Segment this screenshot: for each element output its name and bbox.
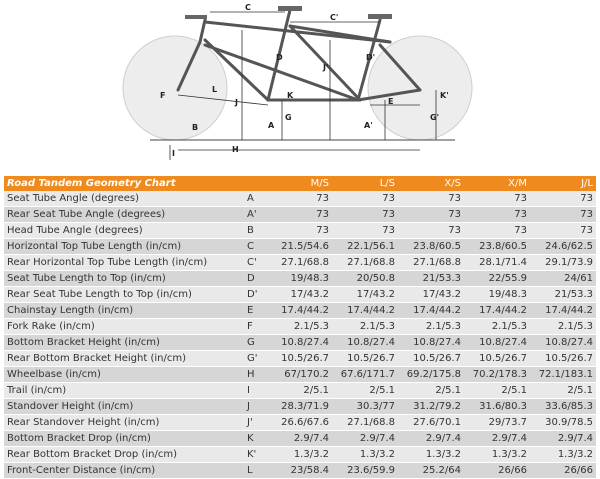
row-value: 2.1/5.3 (332, 319, 398, 335)
row-value: 25.2/64 (398, 463, 464, 479)
row-value: 73 (530, 223, 596, 239)
row-value: 28.1/71.4 (464, 255, 530, 271)
row-value: 73 (332, 223, 398, 239)
row-label: Rear Standover Height (in/cm) (4, 415, 244, 431)
row-value: 2.1/5.3 (266, 319, 332, 335)
row-value: 2.9/7.4 (398, 431, 464, 447)
row-label: Bottom Bracket Drop (in/cm) (4, 431, 244, 447)
row-value: 73 (464, 191, 530, 207)
table-row (4, 399, 596, 415)
row-value: 2.9/7.4 (530, 431, 596, 447)
row-value: 67.6/171.7 (332, 367, 398, 383)
row-label: Head Tube Angle (degrees) (4, 223, 244, 239)
row-value: 73 (464, 223, 530, 239)
chart-title: Road Tandem Geometry Chart (4, 176, 244, 191)
label-d: D (276, 53, 283, 62)
table-row (4, 207, 596, 223)
row-value: 19/48.3 (266, 271, 332, 287)
row-value: 10.5/26.7 (530, 351, 596, 367)
row-label: Seat Tube Angle (degrees) (4, 191, 244, 207)
row-value: 27.1/68.8 (332, 255, 398, 271)
label-e: E (388, 97, 394, 106)
row-code: B (244, 223, 266, 239)
label-f: F (160, 91, 166, 100)
row-code: C' (244, 255, 266, 271)
row-label: Fork Rake (in/cm) (4, 319, 244, 335)
row-label: Rear Horizontal Top Tube Length (in/cm) (4, 255, 244, 271)
table-row (4, 351, 596, 367)
row-value: 73 (530, 207, 596, 223)
row-value: 28.3/71.9 (266, 399, 332, 415)
row-value: 1.3/3.2 (530, 447, 596, 463)
label-j: J (235, 98, 238, 107)
table-row (4, 415, 596, 431)
row-code: H (244, 367, 266, 383)
row-value: 10.8/27.4 (332, 335, 398, 351)
label-c-rear: C' (330, 13, 339, 22)
table-row (4, 303, 596, 319)
row-label: Standover Height (in/cm) (4, 399, 244, 415)
table-row (4, 239, 596, 255)
row-value: 2.1/5.3 (530, 319, 596, 335)
row-value: 10.5/26.7 (332, 351, 398, 367)
row-value: 27.1/68.8 (266, 255, 332, 271)
label-l: L (212, 85, 218, 94)
row-value: 23.8/60.5 (464, 239, 530, 255)
row-label: Seat Tube Length to Top (in/cm) (4, 271, 244, 287)
row-value: 10.5/26.7 (266, 351, 332, 367)
label-g-rear: G' (430, 113, 440, 122)
row-value: 23/58.4 (266, 463, 332, 479)
row-value: 72.1/183.1 (530, 367, 596, 383)
row-value: 31.6/80.3 (464, 399, 530, 415)
row-value: 2/5.1 (530, 383, 596, 399)
row-value: 29/73.7 (464, 415, 530, 431)
row-value: 70.2/178.3 (464, 367, 530, 383)
row-value: 22.1/56.1 (332, 239, 398, 255)
row-code: F (244, 319, 266, 335)
row-value: 17.4/44.2 (398, 303, 464, 319)
row-code: L (244, 463, 266, 479)
row-code: I (244, 383, 266, 399)
row-value: 10.8/27.4 (530, 335, 596, 351)
row-label: Rear Seat Tube Angle (degrees) (4, 207, 244, 223)
row-value: 17.4/44.2 (464, 303, 530, 319)
row-value: 22/55.9 (464, 271, 530, 287)
row-label: Wheelbase (in/cm) (4, 367, 244, 383)
table-row (4, 335, 596, 351)
row-value: 17/43.2 (398, 287, 464, 303)
row-value: 73 (266, 191, 332, 207)
row-value: 67/170.2 (266, 367, 332, 383)
row-value: 73 (332, 191, 398, 207)
row-value: 23.6/59.9 (332, 463, 398, 479)
row-value: 2/5.1 (464, 383, 530, 399)
size-header: X/S (398, 176, 464, 191)
label-b: B (192, 123, 199, 132)
row-value: 21/53.3 (398, 271, 464, 287)
row-value: 2/5.1 (266, 383, 332, 399)
row-value: 17.4/44.2 (266, 303, 332, 319)
row-value: 10.5/26.7 (398, 351, 464, 367)
row-value: 27.1/68.8 (332, 415, 398, 431)
row-code: A (244, 191, 266, 207)
row-code: K' (244, 447, 266, 463)
row-label: Horizontal Top Tube Length (in/cm) (4, 239, 244, 255)
row-code: D' (244, 287, 266, 303)
table-row (4, 271, 596, 287)
row-value: 29.1/73.9 (530, 255, 596, 271)
row-value: 73 (464, 207, 530, 223)
row-value: 1.3/3.2 (332, 447, 398, 463)
row-value: 17.4/44.2 (530, 303, 596, 319)
row-code: J (244, 399, 266, 415)
row-label: Bottom Bracket Height (in/cm) (4, 335, 244, 351)
row-code: E (244, 303, 266, 319)
row-value: 30.3/77 (332, 399, 398, 415)
row-value: 73 (398, 191, 464, 207)
row-value: 19/48.3 (464, 287, 530, 303)
row-label: Front-Center Distance (in/cm) (4, 463, 244, 479)
row-value: 1.3/3.2 (464, 447, 530, 463)
row-value: 26/66 (530, 463, 596, 479)
table-row (4, 191, 596, 207)
row-value: 73 (266, 207, 332, 223)
row-value: 30.9/78.5 (530, 415, 596, 431)
row-value: 2.9/7.4 (332, 431, 398, 447)
table-row (4, 383, 596, 399)
label-k: K (287, 91, 294, 100)
label-a-rear: A' (364, 121, 373, 130)
row-code: D (244, 271, 266, 287)
label-d-rear: D' (366, 53, 376, 62)
row-label: Trail (in/cm) (4, 383, 244, 399)
row-value: 26.6/67.6 (266, 415, 332, 431)
row-value: 2.9/7.4 (464, 431, 530, 447)
row-value: 21/53.3 (530, 287, 596, 303)
row-value: 26/66 (464, 463, 530, 479)
row-value: 27.1/68.8 (398, 255, 464, 271)
label-g: G (285, 113, 292, 122)
row-value: 1.3/3.2 (398, 447, 464, 463)
row-value: 33.6/85.3 (530, 399, 596, 415)
label-c: C (245, 3, 251, 12)
row-value: 10.8/27.4 (266, 335, 332, 351)
row-code: J' (244, 415, 266, 431)
row-value: 27.6/70.1 (398, 415, 464, 431)
geometry-table (4, 176, 596, 479)
row-code: C (244, 239, 266, 255)
row-code: G (244, 335, 266, 351)
row-value: 73 (530, 191, 596, 207)
row-code: A' (244, 207, 266, 223)
label-k-rear: K' (440, 91, 449, 100)
row-value: 1.3/3.2 (266, 447, 332, 463)
table-row (4, 447, 596, 463)
row-label: Rear Bottom Bracket Height (in/cm) (4, 351, 244, 367)
table-row (4, 287, 596, 303)
table-row (4, 431, 596, 447)
tandem-geometry-diagram (0, 0, 600, 176)
row-value: 10.5/26.7 (464, 351, 530, 367)
row-value: 10.8/27.4 (464, 335, 530, 351)
row-value: 2.1/5.3 (464, 319, 530, 335)
size-header: L/S (332, 176, 398, 191)
size-header: X/M (464, 176, 530, 191)
row-label: Rear Bottom Bracket Drop (in/cm) (4, 447, 244, 463)
row-value: 23.8/60.5 (398, 239, 464, 255)
row-value: 73 (398, 223, 464, 239)
label-i: I (172, 149, 175, 158)
table-header (4, 176, 596, 191)
row-value: 2.1/5.3 (398, 319, 464, 335)
row-value: 17/43.2 (266, 287, 332, 303)
row-value: 2.9/7.4 (266, 431, 332, 447)
row-label: Rear Seat Tube Length to Top (in/cm) (4, 287, 244, 303)
table-row (4, 463, 596, 479)
label-j-rear: J' (323, 63, 329, 72)
row-value: 69.2/175.8 (398, 367, 464, 383)
row-value: 17/43.2 (332, 287, 398, 303)
row-value: 73 (398, 207, 464, 223)
table-row (4, 367, 596, 383)
row-value: 2/5.1 (332, 383, 398, 399)
row-code: G' (244, 351, 266, 367)
row-value: 73 (332, 207, 398, 223)
row-value: 20/50.8 (332, 271, 398, 287)
row-value: 10.8/27.4 (398, 335, 464, 351)
row-value: 24.6/62.5 (530, 239, 596, 255)
table-row (4, 255, 596, 271)
label-a: A (268, 121, 275, 130)
size-header: M/S (266, 176, 332, 191)
table-row (4, 223, 596, 239)
size-header: J/L (530, 176, 596, 191)
row-value: 31.2/79.2 (398, 399, 464, 415)
row-value: 24/61 (530, 271, 596, 287)
row-value: 73 (266, 223, 332, 239)
label-h: H (232, 145, 239, 154)
row-value: 21.5/54.6 (266, 239, 332, 255)
row-label: Chainstay Length (in/cm) (4, 303, 244, 319)
table-row (4, 319, 596, 335)
row-value: 17.4/44.2 (332, 303, 398, 319)
row-value: 2/5.1 (398, 383, 464, 399)
row-code: K (244, 431, 266, 447)
